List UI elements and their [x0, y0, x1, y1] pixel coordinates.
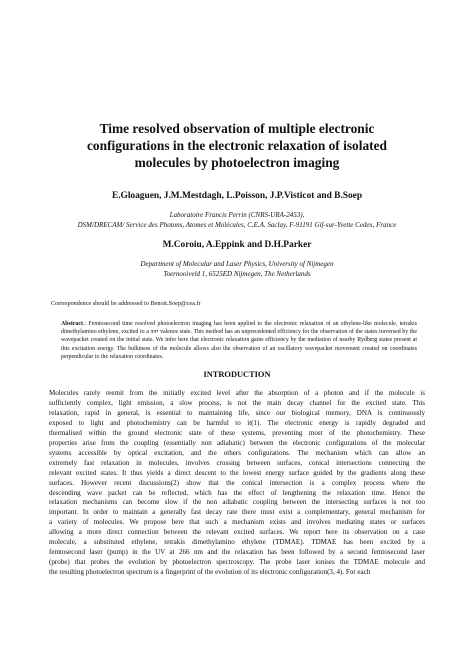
body-line: femtosecond laser (pump) in the UV at 266 nm and the relaxation has been followed by a second femtosecond laser [49, 548, 425, 557]
affiliation-line: Toernooiveld 1, 6525ED Nijmegen, The Netherlands [163, 269, 311, 278]
body-line: exposed to light and photochemistry can be harmful to it(1). The electronic energy is rapidly degraded and [49, 418, 425, 427]
body-line: allowing a more direct connection between the relevant excited surfaces. We report here its observation on a case [49, 528, 425, 537]
affiliation-line: DSM/DRECAM/ Service des Photons, Atomes et Molécules, C.E.A. Saclay, F-91191 Gif-sur-Yvette Cedex, France [77, 220, 397, 229]
introduction-body [49, 389, 425, 578]
affiliation-line: Laboratoire Francis Perrin (CNRS-URA-2453), [169, 211, 305, 219]
body-line: a variety of molecules. We propose here that such a mechanism exists and involves mediating states or surfaces [49, 518, 425, 527]
body-line: (probe) that probes the evolution by photoelectron spectroscopy. The probe laser ionises the TDMAE molecule and [49, 558, 425, 567]
abstract-label: Abstract [61, 321, 83, 327]
affiliation-2 [40, 260, 434, 279]
body-line: properties arise from the coupling (essentially non adiabatic) between the electronic configurations of the molecular [49, 438, 425, 447]
correspondence-note: Correspondence should be addressed to Benoit.Soep@cea.fr [51, 300, 201, 307]
abstract-text: .: Femtosecond time resolved photoelectron imaging has been applied to the electronic relaxation of an ethylene-like molecule, tetrakis dimethylamino ethylene, excited to a ππ• valence state. This method has an unprecedented efficiency for the observation of the states traversed by the wavepacket created on the initial state. We infer here that electronic relaxation gains efficiency by the mediation of nearby Rydberg states present at this excitation energy. The bulkiness of the molecule allows also the observation of an oscillatory wavepacket movement created on coordinates perpendicular to the relaxation coordinates. [61, 321, 417, 360]
title-line: Time resolved observation of multiple electronic [99, 121, 375, 136]
body-line: the resulting photoelectron spectrum is a fingerprint of the evolution of its electronic configuration(3, 4). For each [49, 568, 371, 577]
body-line: systems accessible by optical excitation, and the others configurations. The mechanism which can allow an [49, 448, 425, 457]
body-line: relaxation mechanisms can become slow if the non adiabatic coupling between the intersecting surfaces is not too [49, 498, 425, 507]
body-line: important. In order to maintain a generally fast decay rate there must exist a complementary, general mechanism for [49, 508, 425, 517]
paper-title [40, 120, 434, 171]
body-line: molecule, a substituted ethylene, tetrakis dimethylamino ethylene (TDMAE). TDMAE has been excited by a [49, 538, 425, 547]
section-heading: INTRODUCTION [203, 370, 271, 379]
body-line: relaxation, rapid in general, is essential to maintaining life, since our biological memory, DNA is continuously [49, 408, 425, 417]
title-line: configurations in the electronic relaxation of isolated [86, 138, 388, 153]
abstract [61, 320, 417, 361]
body-line: thermalised within the ground electronic state of these systems, preventing most of the photochemistry. These [49, 428, 425, 437]
body-line: Molecules rarely reemit from the initially excited level after the absorption of a photon and if the molecule is [49, 389, 425, 397]
affiliation-1 [30, 211, 444, 230]
affiliation-line: Department of Molecular and Laser Physics, University of Nijmegen [140, 260, 334, 268]
author-list-1: E.Gloaguen, J.M.Mestdagh, L.Poisson, J.P.Visticot and B.Soep [111, 191, 363, 201]
body-line: extremely fast relaxation in molecules, involves crossing between surfaces, conical intersections connecting the [49, 458, 425, 467]
body-line: relevant excited states. It thus yields a direct descent to the lowest energy surface guided by the gradients along these [49, 468, 425, 477]
title-line: molecules by photoelectron imaging [134, 155, 340, 170]
body-line: sufficiently complex, light emission, a slow process, is not the main decay channel for the excited state. This [49, 398, 425, 407]
author-list-2: M.Coroiu, A.Eppink and D.H.Parker [162, 240, 312, 250]
body-line: surfaces. However recent discussions(2) show that the conical intersection is a complex process where the [49, 478, 425, 487]
body-line: descending wave packet can be reflected, which has the effect of lengthening the relaxation time. Hence the [49, 488, 425, 497]
